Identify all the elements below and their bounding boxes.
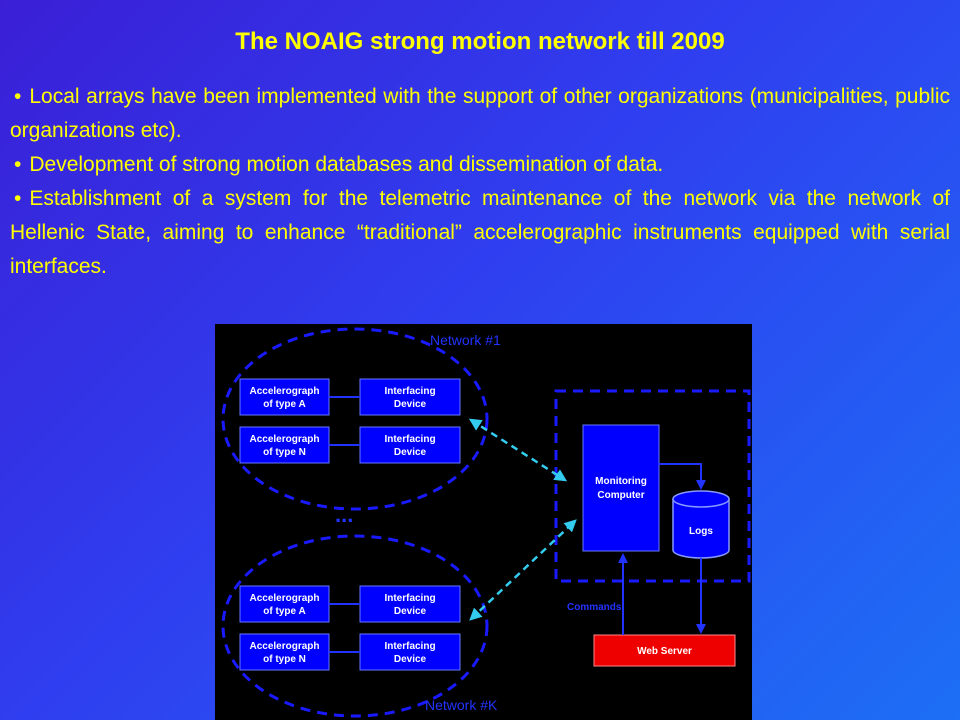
interfacing-device-label: Interfacing Device <box>384 386 436 410</box>
bullet-dot: • <box>14 85 22 108</box>
web-server-label: Web Server <box>637 646 692 657</box>
commands-label: Commands <box>567 602 622 613</box>
network-1-link-arrow <box>471 420 565 480</box>
bullet-list <box>10 80 950 284</box>
accelerograph-a-label: Accelerograph of type A <box>249 386 320 410</box>
bullet-dot: • <box>14 153 22 176</box>
monitoring-to-logs-arrow <box>659 464 701 488</box>
bullet-item <box>10 148 950 182</box>
interfacing-device-label: Interfacing Device <box>384 434 436 458</box>
accelerograph-n-label: Accelerograph of type N <box>249 641 320 665</box>
bullet-text: Establishment of a system for the telemetric maintenance of the network via the network of Hellenic State, aiming to enhance “traditional” accelerographic instruments equipped with serial interfaces. <box>10 187 950 278</box>
slide-title: The NOAIG strong motion network till 2009 <box>235 28 725 55</box>
monitoring-computer-box <box>583 425 659 551</box>
accelerograph-n-label: Accelerograph of type N <box>249 434 320 458</box>
network-diagram <box>215 324 752 720</box>
network-k-link-arrow <box>471 521 575 619</box>
bullet-text: Development of strong motion databases and dissemination of data. <box>29 153 664 176</box>
interfacing-device-label: Interfacing Device <box>384 593 436 617</box>
bullet-dot: • <box>14 187 22 210</box>
logs-label: Logs <box>689 526 713 537</box>
network-k-ellipse <box>223 536 487 716</box>
interfacing-device-label: Interfacing Device <box>384 641 436 665</box>
bullet-item <box>10 80 950 148</box>
accelerograph-a-label: Accelerograph of type A <box>249 593 320 617</box>
network-1-label: Network #1 <box>430 332 501 348</box>
monitoring-computer-label: Monitoring Computer <box>595 476 647 501</box>
ellipsis: ... <box>335 502 354 527</box>
network-k-label: Network #K <box>425 697 498 713</box>
network-1-ellipse <box>223 329 487 509</box>
bullet-item <box>10 182 950 284</box>
bullet-text: Local arrays have been implemented with the support of other organizations (municipalities, public organizations etc). <box>10 85 950 142</box>
logs-database-icon <box>673 491 729 558</box>
